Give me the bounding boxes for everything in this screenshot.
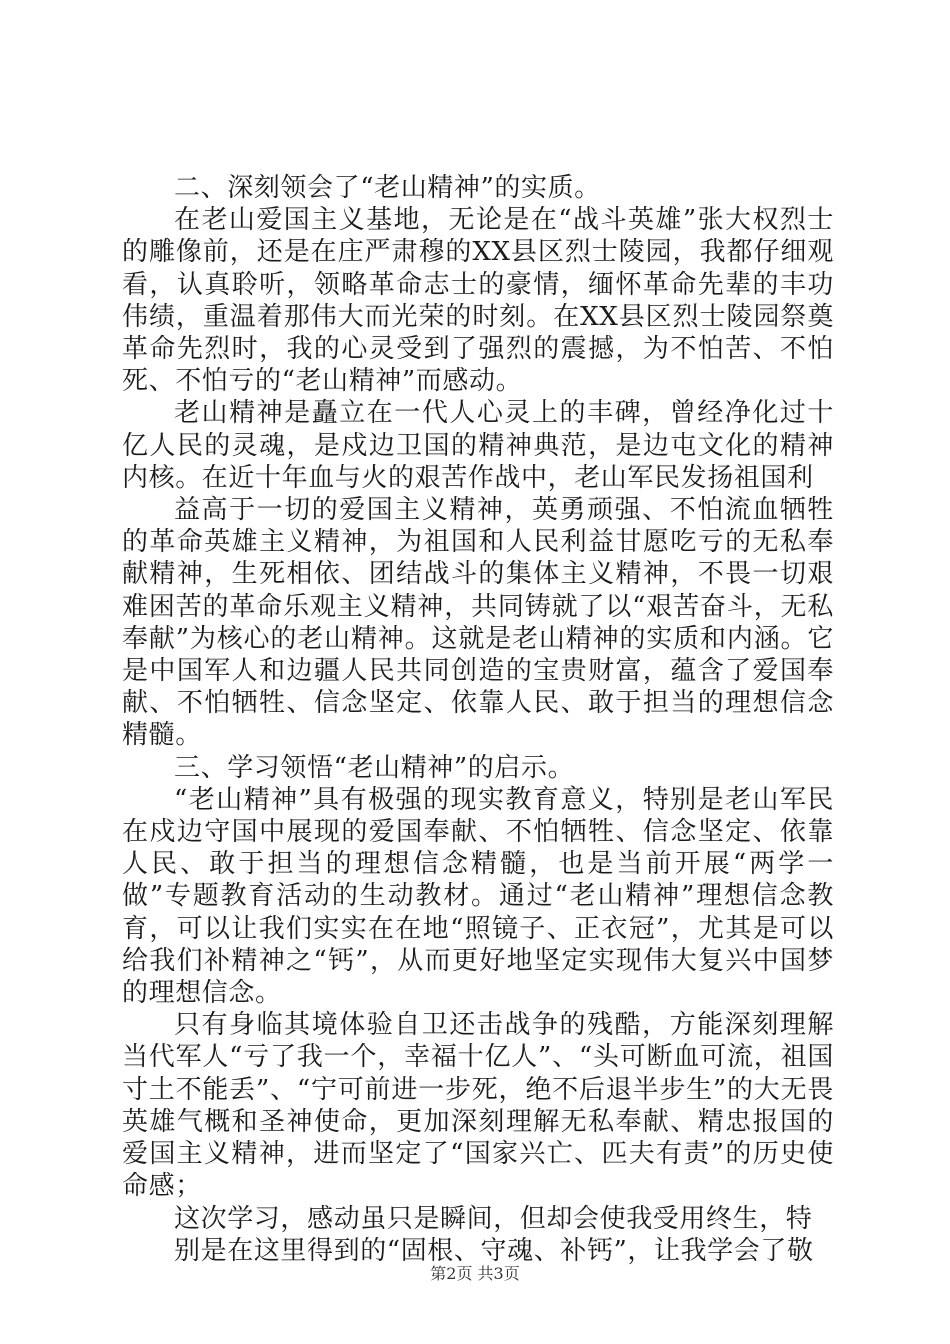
paragraph: 这次学习，感动虽只是瞬间，但却会使我受用终生，特 xyxy=(174,1203,813,1234)
document-body xyxy=(122,172,834,1267)
page-footer: 第2页 共3页 xyxy=(430,1264,520,1283)
paragraph: 益高于一切的爱国主义精神，英勇顽强、不怕流血牺牲的革命英雄主义精神，为祖国和人民利益甘愿吃亏的无私奉献精神，生死相依、团结战斗的集体主义精神，不畏一切艰难困苦的革命乐观主义精神，共同铸就了以“艰苦奋斗，无私奉献”为核心的老山精神。这就是老山精神的实质和内涵。它是中国军人和边疆人民共同创造的宝贵财富，蕴含了爱国奉献、不怕牺牲、信念坚定、依靠人民、敢于担当的理想信念精髓。 xyxy=(122,495,834,751)
paragraph: “老山精神”具有极强的现实教育意义，特别是老山军民在戍边守国中展现的爱国奉献、不怕牺牲、信念坚定、依靠人民、敢于担当的理想信念精髓，也是当前开展“两学一做”专题教育活动的生动教材。通过“老山精神”理想信念教育，可以让我们实实在在地“照镜子、正衣冠”，尤其是可以给我们补精神之“钙”，从而更好地坚定实现伟大复兴中国梦的理想信念。 xyxy=(122,784,834,1009)
paragraph: 老山精神是矗立在一代人心灵上的丰碑，曾经净化过十亿人民的灵魂，是戍边卫国的精神典范，是边屯文化的精神内核。在近十年血与火的艰苦作战中，老山军民发扬祖国利 xyxy=(122,398,834,493)
paragraph: 在老山爱国主义基地，无论是在“战斗英雄”张大权烈士的雕像前，还是在庄严肃穆的XX县区烈士陵园，我都仔细观看，认真聆听，领略革命志士的豪情，缅怀革命先辈的丰功伟绩，重温着那伟大而光荣的时刻。在XX县区烈士陵园祭奠革命先烈时，我的心灵受到了强烈的震撼，为不怕苦、不怕死、不怕亏的“老山精神”而感动。 xyxy=(122,205,834,397)
paragraph: 只有身临其境体验自卫还击战争的残酷，方能深刻理解当代军人“亏了我一个，幸福十亿人”、“头可断血可流，祖国寸土不能丢”、“宁可前进一步死，绝不后退半步生”的大无畏英雄气概和圣神使命，更加深刻理解无私奉献、精忠报国的爱国主义精神，进而坚定了“国家兴亡、匹夫有责”的历史使命感； xyxy=(122,1010,834,1202)
paragraph: 别是在这里得到的“固根、守魂、补钙”，让我学会了敬 xyxy=(174,1235,814,1266)
section-heading-2: 二、深刻领会了“老山精神”的实质。 xyxy=(174,173,601,203)
section-heading-3: 三、学习领悟“老山精神”的启示。 xyxy=(174,752,575,783)
